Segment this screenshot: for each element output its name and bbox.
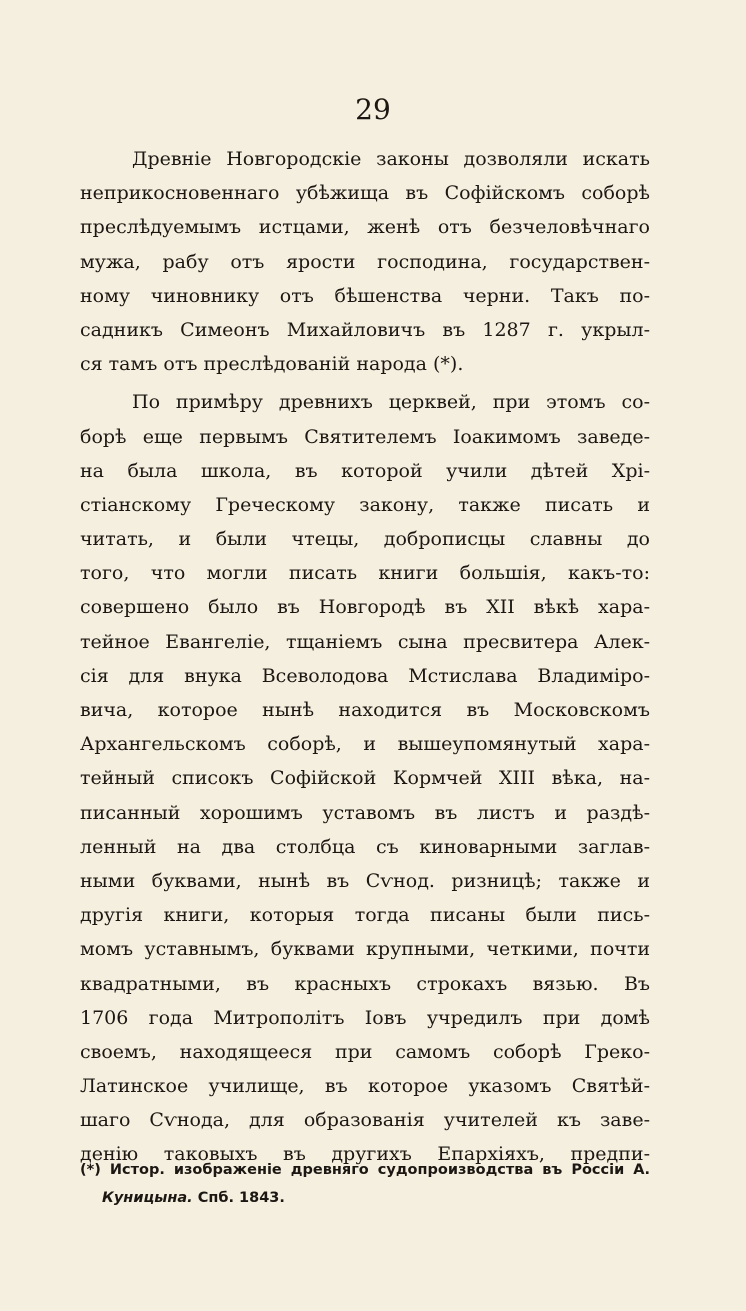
text-line: квадратными, въ красныхъ строкахъ вязью. Въ bbox=[80, 972, 650, 995]
text-line: момъ уставнымъ, буквами крупными, четкими, почти bbox=[80, 938, 650, 961]
text-line: другія книги, которыя тогда писаны были пись- bbox=[80, 904, 650, 927]
text-line: ному чиновнику отъ бѣшенства черни. Такъ по- bbox=[80, 284, 650, 307]
page-number: 29 bbox=[355, 93, 391, 126]
text-line: стіанскому Греческому закону, также писать и bbox=[80, 493, 650, 516]
text-line: 1706 года Митрополітъ Іовъ учредилъ при домѣ bbox=[80, 1006, 650, 1029]
text-line: Архангельскомъ соборѣ, и вышеупомянутый хара- bbox=[80, 733, 650, 756]
text-line: того, что могли писать книги большія, какъ-то: bbox=[80, 562, 650, 585]
body-text bbox=[80, 142, 650, 1172]
text-line: тейный списокъ Софійской Кормчей XIII вѣка, на- bbox=[80, 767, 650, 790]
text-line: совершено было въ Новгородѣ въ XII вѣкѣ хара- bbox=[80, 596, 650, 619]
text-line: на была школа, въ которой учили дѣтей Хрі- bbox=[80, 459, 650, 482]
text-line: ленный на два столбца съ киноварными заглав- bbox=[80, 835, 650, 858]
text-line: вича, которое нынѣ находится въ Московскомъ bbox=[80, 699, 650, 721]
text-line: писанный хорошимъ уставомъ въ листъ и раздѣ- bbox=[80, 801, 650, 824]
text-line: шаго Сѵнода, для образованія учителей къ заве- bbox=[80, 1109, 650, 1132]
text-line: преслѣдуемымъ истцами, женѣ отъ безчеловѣчнаго bbox=[80, 216, 650, 239]
text-line: читать, и были чтецы, доброписцы славны до bbox=[80, 528, 650, 551]
text-line: ся тамъ отъ преслѣдованій народа (*). bbox=[80, 353, 464, 376]
paragraph-1 bbox=[80, 142, 650, 381]
footnote-publication: Спб. 1843. bbox=[192, 1190, 285, 1206]
footnote-line bbox=[80, 1184, 650, 1212]
text-line: своемъ, находящееся при самомъ соборѣ Греко- bbox=[80, 1040, 650, 1063]
text-line: сія для внука Всеволодова Мстислава Владиміро- bbox=[80, 664, 650, 687]
text-line: ными буквами, нынѣ въ Сѵнод. ризницѣ; также и bbox=[80, 869, 650, 892]
text-line: денію таковыхъ въ другихъ Епархіяхъ, предпи- bbox=[80, 1143, 650, 1166]
text-line: борѣ еще первымъ Святителемъ Іоакимомъ заведе- bbox=[80, 425, 650, 448]
text-line: садникъ Симеонъ Михайловичъ въ 1287 г. укрыл- bbox=[80, 318, 650, 341]
text-line: Латинское училище, въ которое указомъ Святѣй- bbox=[80, 1075, 650, 1098]
text-line: тейное Евангеліе, тщаніемъ сына пресвитера Алек- bbox=[80, 630, 650, 653]
paragraph-2 bbox=[80, 385, 650, 1171]
footnote bbox=[80, 1156, 650, 1212]
text-line: Древніе Новгородскіе законы дозволяли искать bbox=[132, 148, 650, 170]
text-line: мужа, рабу отъ ярости господина, государствен- bbox=[80, 250, 650, 273]
footnote-author: Куницына. bbox=[102, 1190, 193, 1206]
text-line: неприкосновеннаго убѣжища въ Софійскомъ соборѣ bbox=[80, 182, 650, 205]
text-line: По примѣру древнихъ церквей, при этомъ со- bbox=[132, 391, 650, 414]
footnote-line: (*) Истор. изображеніе древняго судопроизводства въ Россіи А. bbox=[80, 1162, 650, 1178]
